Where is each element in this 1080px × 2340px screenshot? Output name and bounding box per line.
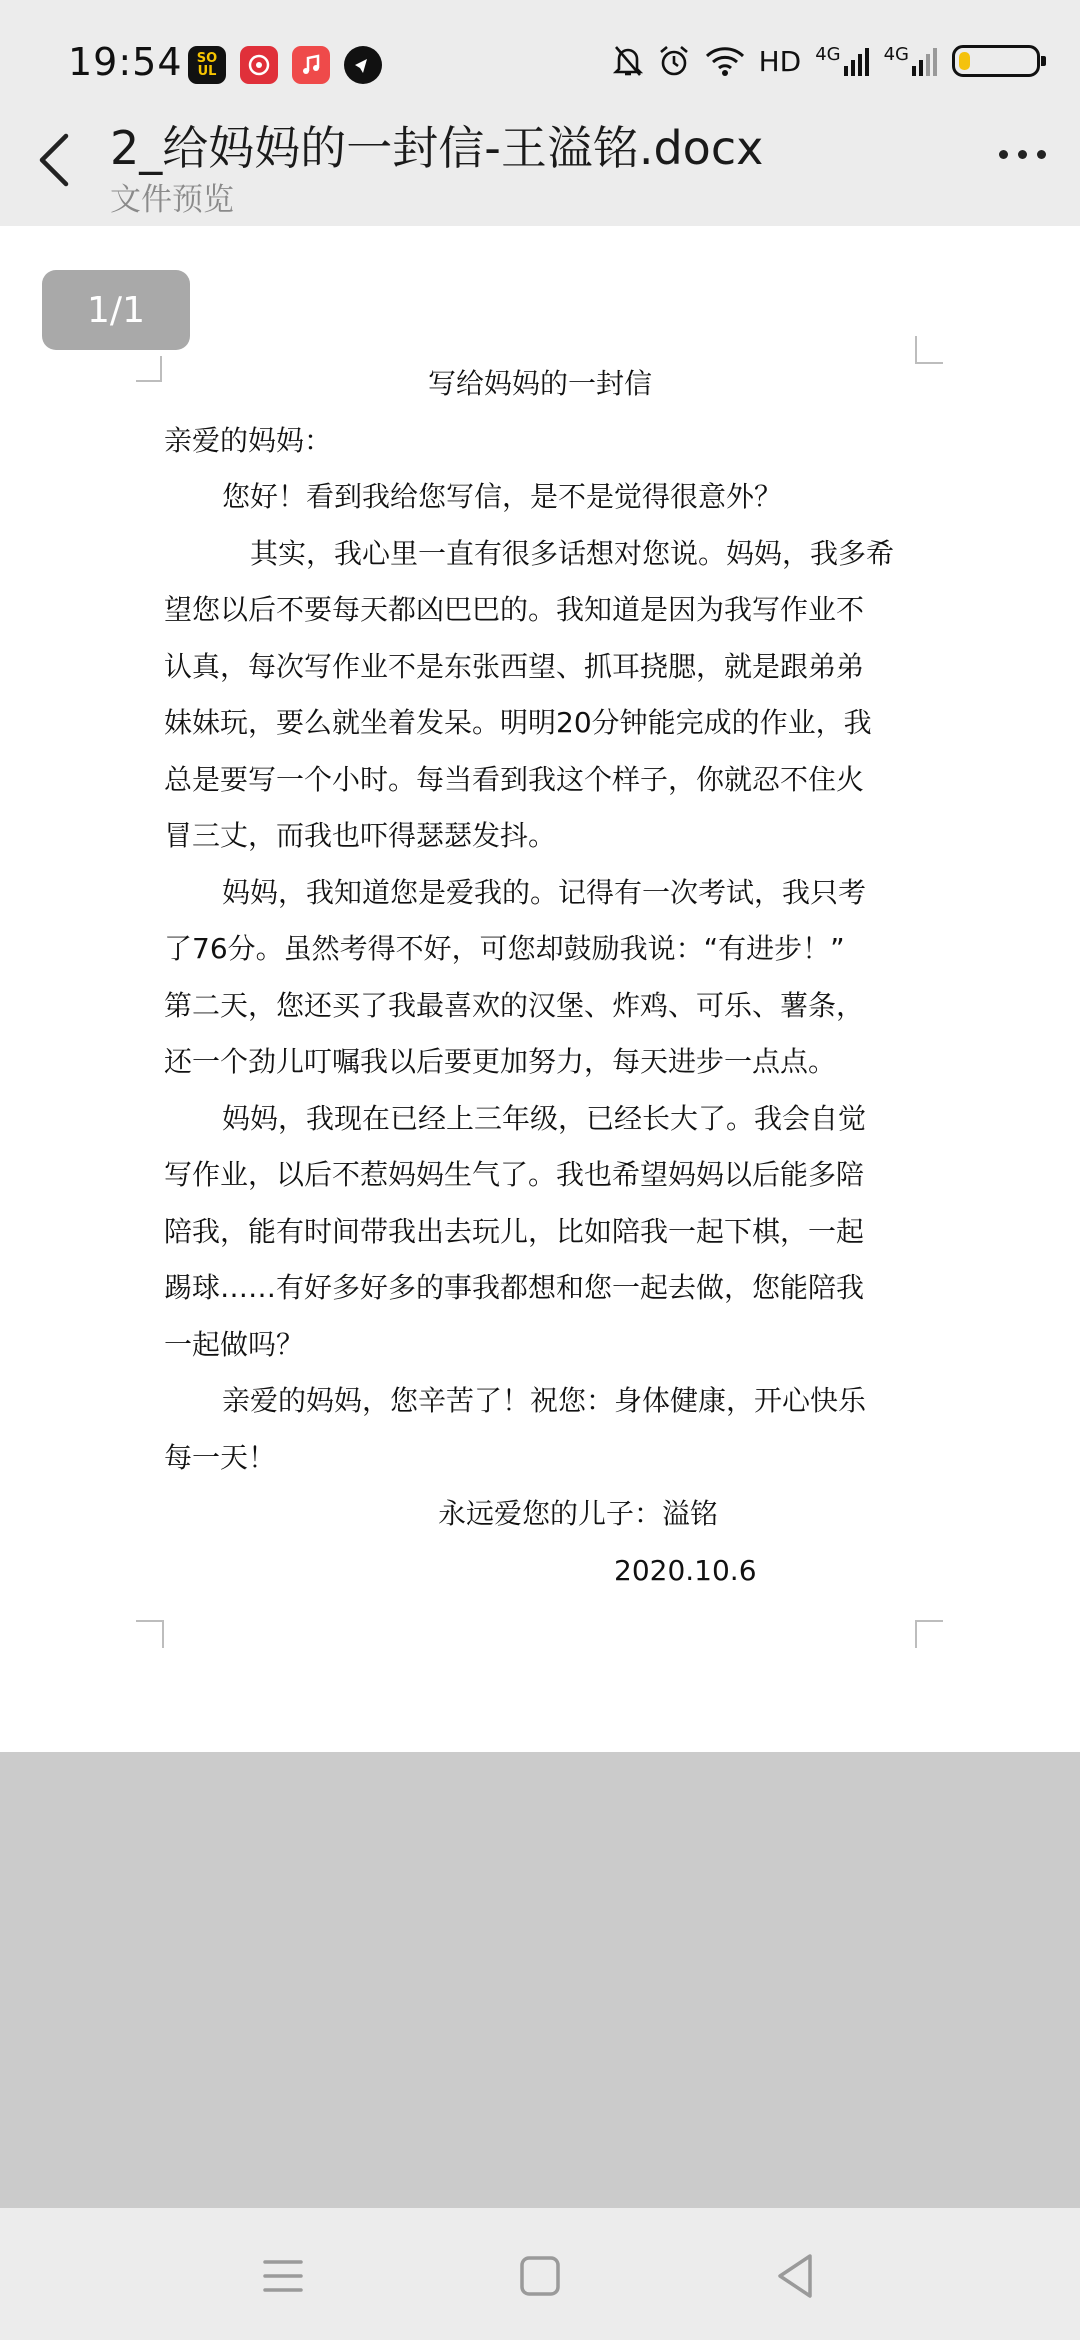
letter-line: 每一天！ bbox=[164, 1440, 277, 1474]
letter-line: 写作业，以后不惹妈妈生气了。我也希望妈妈以后能多陪 bbox=[164, 1158, 865, 1191]
letter-line: 妈妈，我知道您是爱我的。记得有一次考试，我只考 bbox=[222, 875, 867, 909]
battery-icon bbox=[952, 45, 1040, 77]
letter-line: 陪我，能有时间带我出去玩儿，比如陪我一起下棋，一起 bbox=[164, 1214, 865, 1248]
mute-bell-icon bbox=[613, 44, 643, 78]
letter-line: 认真，每次写作业不是东张西望、抓耳挠腮，就是跟弟弟 bbox=[164, 649, 865, 683]
crop-mark-bottom-left bbox=[136, 1620, 164, 1648]
document-text bbox=[164, 356, 916, 1599]
bird-app-icon bbox=[344, 46, 382, 84]
letter-line: 了76分。虽然考得不好，可您却鼓励我说：“有进步！” bbox=[164, 932, 845, 965]
file-subtitle: 文件预览 bbox=[110, 182, 234, 218]
notification-app-icons bbox=[188, 46, 382, 84]
letter-salutation: 亲爱的妈妈： bbox=[164, 423, 333, 457]
signal-bars-icon bbox=[844, 46, 870, 76]
document-preview[interactable] bbox=[0, 226, 1080, 1752]
file-title: 2_给妈妈的一封信-王溢铭.docx bbox=[110, 121, 764, 175]
signal-4g-label-2: 4G bbox=[883, 44, 909, 65]
soul-app-icon: SO UL bbox=[188, 46, 226, 84]
page-indicator: 1/1 bbox=[42, 270, 190, 350]
letter-line: 一起做吗？ bbox=[164, 1327, 305, 1361]
letter-line: 第二天，您还买了我最喜欢的汉堡、炸鸡、可乐、薯条， bbox=[164, 988, 865, 1022]
status-time: 19:54 bbox=[68, 40, 183, 84]
back-arrow-icon[interactable] bbox=[32, 130, 78, 190]
letter-title: 写给妈妈的一封信 bbox=[427, 367, 652, 400]
system-nav-bar bbox=[0, 2208, 1080, 2340]
wifi-icon bbox=[705, 45, 745, 77]
letter-signature: 永远爱您的儿子：溢铭 bbox=[438, 1497, 719, 1530]
crop-mark-top-left bbox=[136, 356, 162, 382]
menu-nav-icon[interactable] bbox=[253, 2246, 313, 2306]
letter-line: 其实，我心里一直有很多话想对您说。妈妈，我多希 bbox=[250, 536, 895, 570]
letter-line: 还一个劲儿叮嘱我以后要更加努力，每天进步一点点。 bbox=[164, 1045, 837, 1078]
alarm-icon bbox=[657, 44, 691, 78]
letter-date: 2020.10.6 bbox=[614, 1553, 757, 1587]
letter-line: 妹妹玩，要么就坐着发呆。明明20分钟能完成的作业，我 bbox=[164, 706, 872, 739]
crop-mark-top-right bbox=[915, 336, 943, 364]
signal-4g-1 bbox=[815, 46, 869, 76]
letter-line: 亲爱的妈妈，您辛苦了！祝您：身体健康，开心快乐 bbox=[222, 1384, 867, 1417]
letter-line: 总是要写一个小时。每当看到我这个样子，你就忍不住火 bbox=[164, 762, 865, 796]
back-nav-icon[interactable] bbox=[766, 2246, 826, 2306]
music-icon bbox=[292, 46, 330, 84]
more-options-icon[interactable] bbox=[999, 150, 1046, 159]
letter-line: 望您以后不要每天都凶巴巴的。我知道是因为我写作业不 bbox=[164, 593, 865, 626]
signal-bars-icon bbox=[912, 46, 938, 76]
crop-mark-bottom-right bbox=[915, 1620, 943, 1648]
battery-level bbox=[959, 52, 970, 70]
taobao-icon bbox=[240, 46, 278, 84]
letter-line: 踢球……有好多好多的事我都想和您一起去做，您能陪我 bbox=[164, 1271, 865, 1304]
signal-4g-label-1: 4G bbox=[815, 44, 841, 65]
signal-4g-2 bbox=[884, 46, 938, 76]
app-header bbox=[0, 100, 1080, 226]
hd-label: HD bbox=[758, 44, 802, 78]
preview-background bbox=[0, 1752, 1080, 2208]
letter-line: 妈妈，我现在已经上三年级，已经长大了。我会自觉 bbox=[222, 1101, 867, 1135]
status-indicators bbox=[613, 44, 1040, 78]
letter-line: 您好！看到我给您写信，是不是觉得很意外？ bbox=[222, 480, 783, 513]
letter-line: 冒三丈，而我也吓得瑟瑟发抖。 bbox=[164, 819, 557, 852]
home-nav-icon[interactable] bbox=[510, 2246, 570, 2306]
